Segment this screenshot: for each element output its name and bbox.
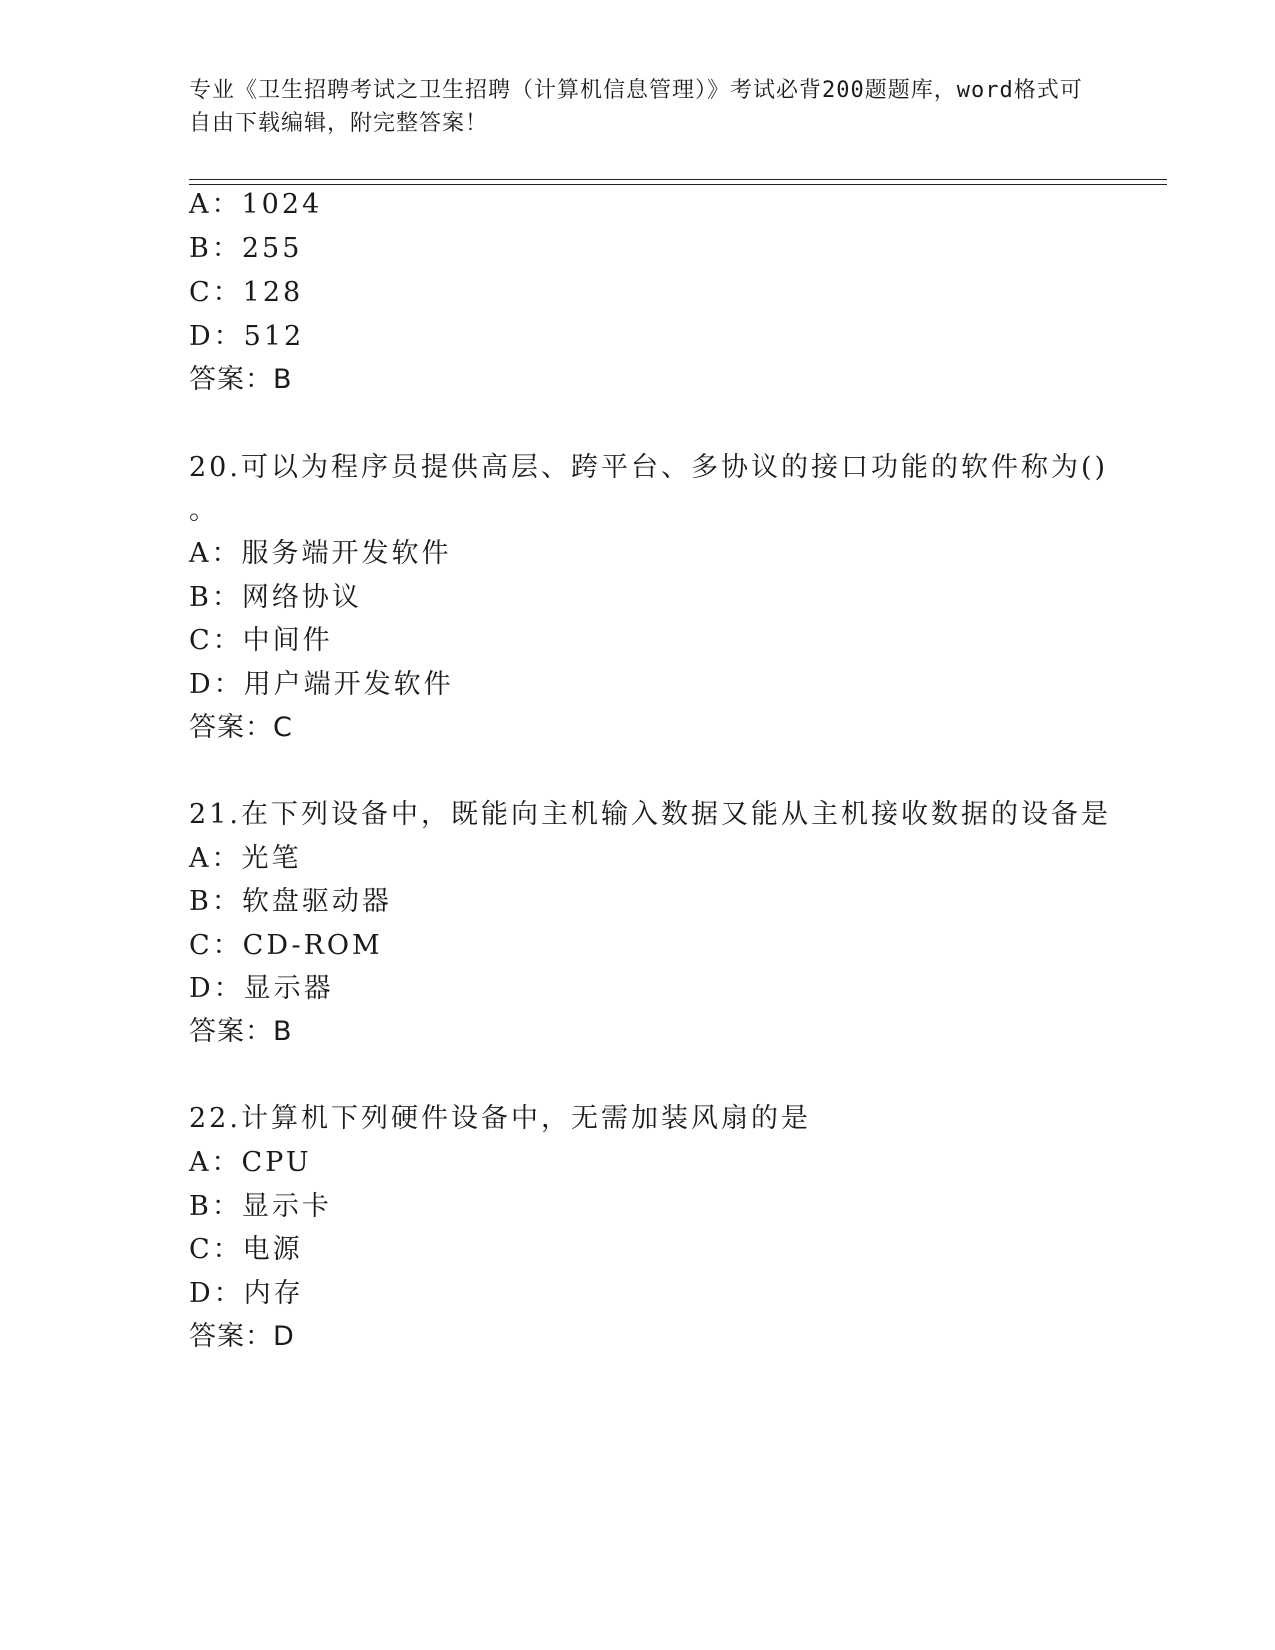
q21-question: 21.在下列设备中，既能向主机输入数据又能从主机接收数据的设备是 [189,799,1111,830]
q20-option-c: C：中间件 [189,625,333,656]
q22-option-b: B：显示卡 [189,1191,332,1222]
q22-option-a: A：CPU [189,1147,312,1178]
q21-option-b: B：软盘驱动器 [189,886,392,917]
q19-option-b: B：255 [189,233,303,264]
q22-answer: 答案：D [189,1321,295,1352]
q20-question-continuation: 。 [189,495,219,526]
q22-option-c: C：电源 [189,1234,303,1265]
q22-option-d: D：内存 [189,1278,304,1309]
q21-answer: 答案：B [189,1016,293,1047]
q19-answer: 答案：B [189,364,293,395]
q20-option-b: B：网络协议 [189,582,362,613]
q21-option-c: C：CD-ROM [189,930,383,961]
q20-option-a: A：服务端开发软件 [189,538,452,569]
q20-answer: 答案：C [189,712,293,743]
q19-option-d: D：512 [189,321,305,352]
q20-question: 20.可以为程序员提供高层、跨平台、多协议的接口功能的软件称为() [189,452,1109,483]
q21-option-a: A：光笔 [189,843,302,874]
header-divider [189,179,1167,185]
q19-option-a: A：1024 [189,189,323,220]
q20-option-d: D：用户端开发软件 [189,669,454,700]
q22-question: 22.计算机下列硬件设备中，无需加装风扇的是 [189,1103,811,1134]
q19-option-c: C：128 [189,277,304,308]
q21-option-d: D：显示器 [189,973,334,1004]
document-header: 专业《卫生招聘考试之卫生招聘（计算机信息管理）》考试必背200题题库，word格式可自由下载编辑，附完整答案！ [189,78,1083,136]
